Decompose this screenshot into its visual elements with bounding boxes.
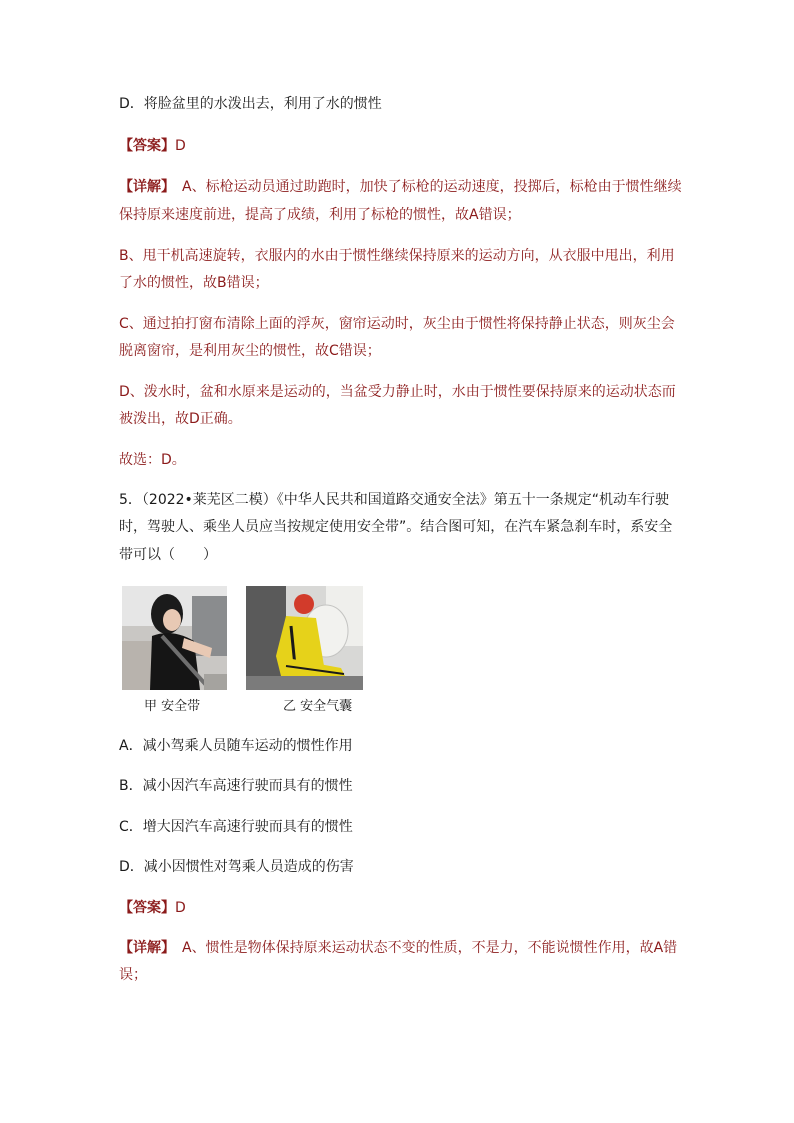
answer-tag: 【答案】 [119,138,175,154]
answer-2 [119,898,186,918]
detail-1-line-1 [119,177,682,197]
answer-value: D [175,900,186,916]
detail-2-line-2: 误； [119,967,147,983]
detail-c-line-2: 脱离窗帘，是利用灰尘的惯性，故C错误； [119,343,381,359]
question-5-line-2: 时，驾驶人、乘坐人员应当按规定使用安全带”。结合图可知，在汽车紧急刹车时，系安全 [119,519,673,535]
airbag-photo [246,586,363,690]
seatbelt-photo [122,586,227,690]
choose-line: 故选：D。 [119,452,186,468]
question-5-line-1: 5．（2022•莱芜区二模）《中华人民共和国道路交通安全法》第五十一条规定“机动车行驶 [119,492,670,508]
option-c: C．增大因汽车高速行驶而具有的惯性 [119,819,353,835]
answer-tag: 【答案】 [119,900,175,916]
detail-d-line-1: D、泼水时，盆和水原来是运动的，当盆受力静止时，水由于惯性要保持原来的运动状态而 [119,384,676,400]
caption-seatbelt: 甲 安全带 [144,699,201,714]
detail-1-line-2: 保持原来速度前进，提高了成绩，利用了标枪的惯性，故A错误； [119,207,521,223]
detail-tag: 【详解】 [119,179,175,195]
option-a: A．减小驾乘人员随车运动的惯性作用 [119,738,353,754]
detail-b-line-1: B、甩干机高速旋转，衣服内的水由于惯性继续保持原来的运动方向，从衣服中甩出，利用 [119,248,675,264]
question-5-line-3: 带可以（ ） [119,547,217,563]
detail-d-line-2: 被泼出，故D正确。 [119,411,242,427]
answer-1 [119,136,186,156]
option-d-prev: D．将脸盆里的水泼出去，利用了水的惯性 [119,96,382,112]
detail-2-line-1 [119,938,677,958]
detail-text: A、惯性是物体保持原来运动状态不变的性质，不是力，不能说惯性作用，故A错 [182,940,678,956]
detail-b-line-2: 了水的惯性，故B错误； [119,275,269,291]
detail-c-line-1: C、通过拍打窗布清除上面的浮灰，窗帘运动时，灰尘由于惯性将保持静止状态，则灰尘会 [119,316,675,332]
option-d: D．减小因惯性对驾乘人员造成的伤害 [119,859,354,875]
detail-tag: 【详解】 [119,940,175,956]
answer-value: D [175,138,186,154]
option-b: B．减小因汽车高速行驶而具有的惯性 [119,778,353,794]
detail-text: A、标枪运动员通过助跑时，加快了标枪的运动速度，投掷后，标枪由于惯性继续 [182,179,682,195]
caption-airbag: 乙 安全气囊 [283,699,353,714]
